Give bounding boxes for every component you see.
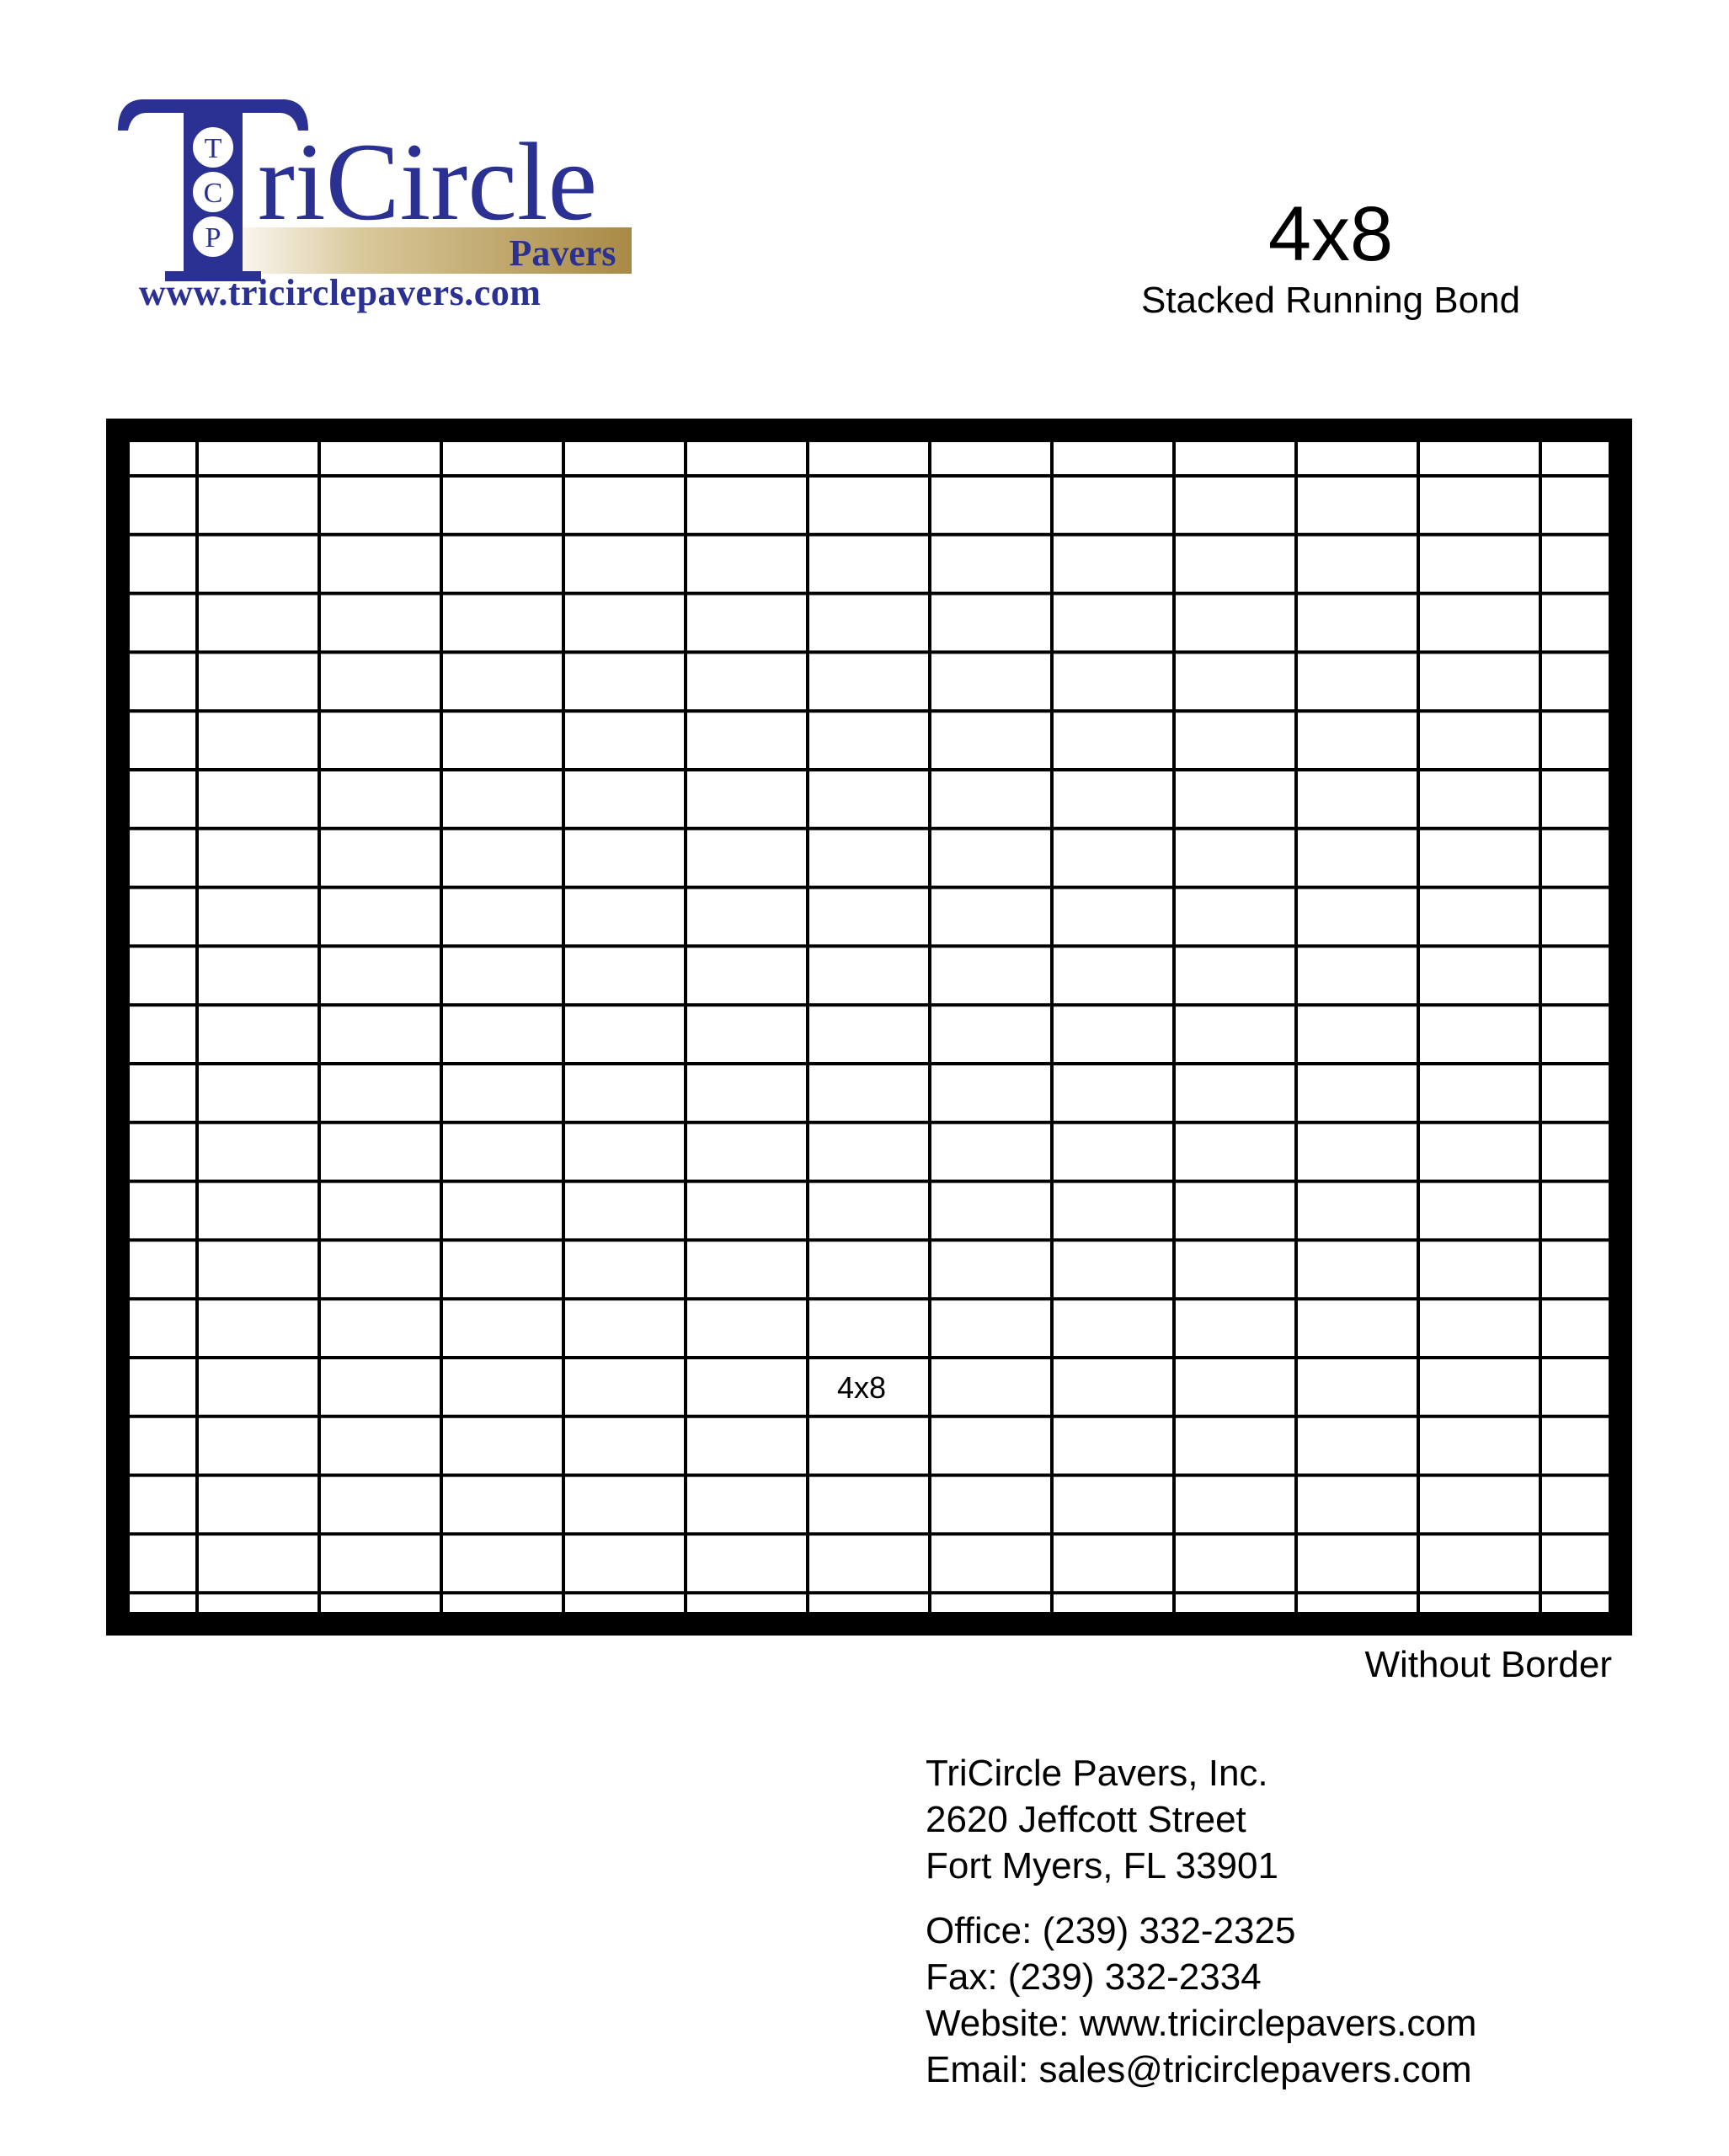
contact-info [926,1750,1476,2093]
monogram-letter-t: T [204,133,222,164]
contact-spacer [926,1889,1476,1908]
website-link[interactable]: Website: www.tricirclepavers.com [926,2003,1477,2044]
office-phone: Office: (239) 332-2325 [926,1910,1296,1951]
logo-pavers-text: Pavers [509,232,616,274]
monogram-letter-c: C [203,178,223,209]
monogram-letter-p: P [205,222,221,253]
border-note: Without Border [1364,1644,1612,1685]
paver-grid [130,442,1609,1612]
pattern-name-subtitle: Stacked Running Bond [1140,280,1521,321]
logo-website: www.tricirclepavers.com [139,272,542,313]
fax-number: Fax: (239) 332-2334 [926,1956,1262,1998]
paver-size-label: 4x8 [837,1370,887,1405]
paver-pattern-frame [106,419,1632,1636]
company-name: TriCircle Pavers, Inc. [926,1753,1268,1794]
street-address: 2620 Jeffcott Street [926,1799,1246,1840]
pattern-size-title: 4x8 [1267,191,1394,277]
logo-brand-text: riCircle [258,120,598,243]
paver-pattern-area [130,442,1609,1612]
city-state-zip: Fort Myers, FL 33901 [926,1845,1278,1886]
email-link[interactable]: Email: sales@tricirclepavers.com [926,2049,1472,2090]
